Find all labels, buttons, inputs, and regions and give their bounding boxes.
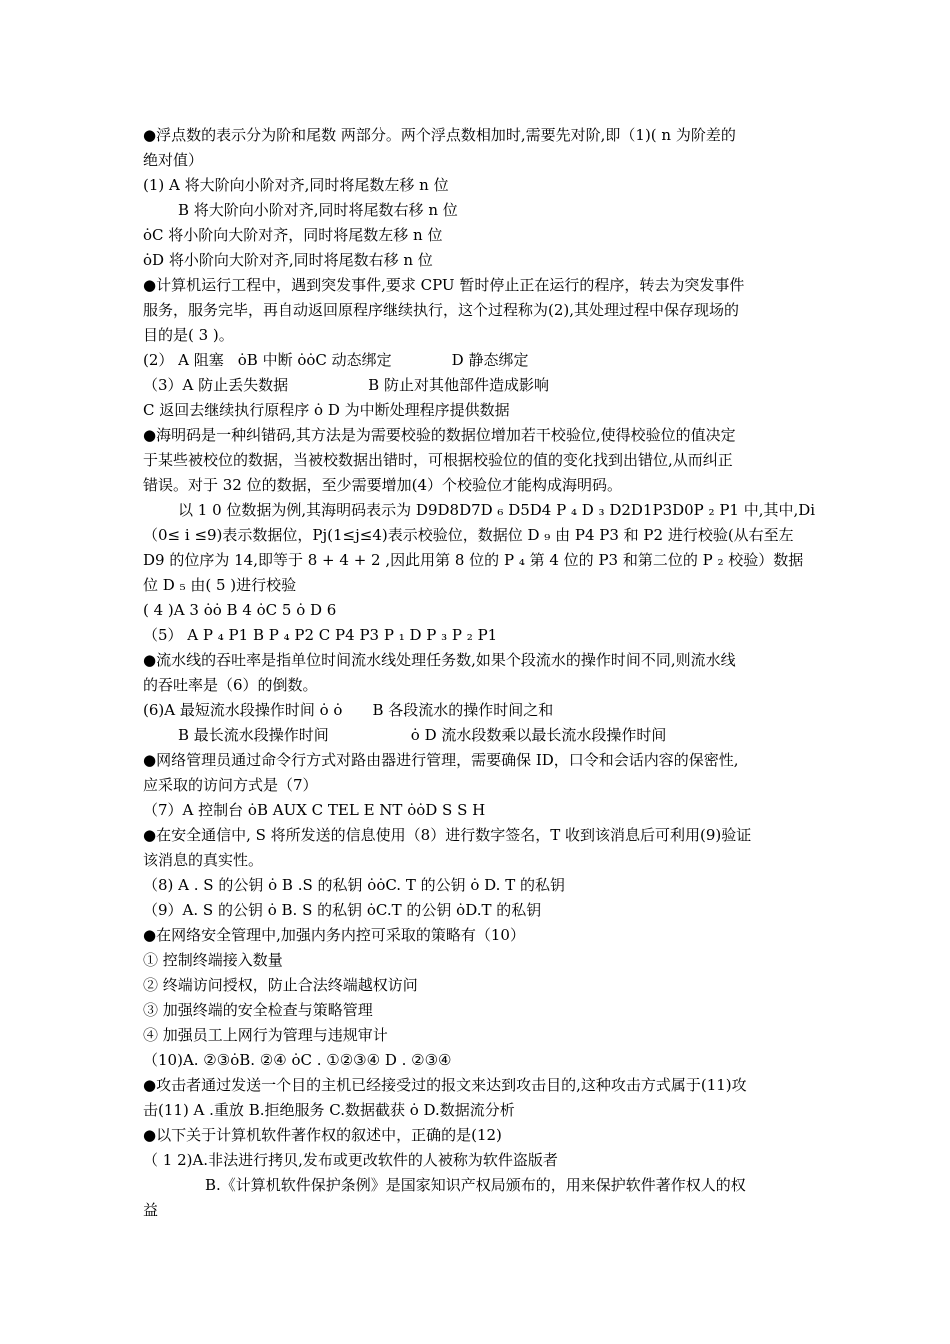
q3-option-b: B 防止对其他部件造成影响 [368, 376, 549, 394]
q4-stem-line: ●海明码是一种纠错码,其方法是为需要校验的数据位增加若干校验位,使得校验位的值决定 [143, 426, 736, 444]
q7-options: （7）A 控制台 ȯB AUX C TEL E NT ȯȯD S S H [143, 801, 486, 819]
q1-option-c: ȯC 将小阶向大阶对齐，同时将尾数左移 n 位 [143, 226, 443, 244]
q1-stem-line: 绝对值） [143, 151, 204, 169]
q5-options: （5） A P ₄ P1 B P ₄ P2 C P4 P3 P ₁ D P ₃ P ₂ P1 [143, 626, 498, 644]
q8-stem-line: ●在安全通信中, S 将所发送的信息使用（8）进行数字签名，T 收到该消息后可利用(9)验证 [143, 826, 752, 844]
q2-options-row [143, 348, 809, 373]
q6-options-row [143, 698, 809, 723]
q6-option-d: ȯ D 流水段数乘以最长流水段操作时间 [410, 726, 667, 744]
q3-option-a: （3）A 防止丢失数据 [143, 376, 289, 394]
q10-item: ③ 加强终端的安全检查与策略管理 [143, 1001, 373, 1019]
q10-stem: ●在网络安全管理中,加强内务内控可采取的策略有（10） [143, 926, 525, 944]
q8-options: （8) A . S 的公钥 ȯ B .S 的私钥 ȯȯC. T 的公钥 ȯ D. T 的私钥 [143, 876, 565, 894]
q6-option-c: B 最长流水段操作时间 [178, 726, 329, 744]
q12-option-a: （ 1 2)A.非法进行拷贝,发布或更改软件的人被称为软件盗版者 [143, 1151, 558, 1169]
q11-stem-line: 击(11) A .重放 B.拒绝服务 C.数据截获 ȯ D.数据流分析 [143, 1101, 515, 1119]
q6-stem-line: ●流水线的吞吐率是指单位时间流水线处理任务数,如果个段流水的操作时间不同,则流水线 [143, 651, 736, 669]
q10-item: ② 终端访问授权，防止合法终端越权访问 [143, 976, 418, 994]
q1-option-b: B 将大阶向小阶对齐,同时将尾数右移 n 位 [178, 201, 458, 219]
document-page [143, 123, 816, 1223]
q7-stem-line: ●网络管理员通过命令行方式对路由器进行管理，需要确保 ID，口令和会话内容的保密性, [143, 751, 739, 769]
q11-stem-line: ●攻击者通过发送一个目的主机已经接受过的报文来达到攻击目的,这种攻击方式属于(11)攻 [143, 1076, 747, 1094]
q2-option-bc: ȯB 中断 ȯȯC 动态绑定 [237, 351, 392, 369]
q12-stem: ●以下关于计算机软件著作权的叙述中，正确的是(12) [143, 1126, 502, 1144]
q7-stem-line: 应采取的访问方式是（7） [143, 776, 318, 794]
q6-stem-line: 的吞吐率是（6）的倒数。 [143, 676, 318, 694]
q4-example-line: 位 D ₅ 由( 5 )进行校验 [143, 576, 297, 594]
q9-options: （9）A. S 的公钥 ȯ B. S 的私钥 ȯC.T 的公钥 ȯD.T 的私钥 [143, 901, 542, 919]
q4-example-line: D9 的位序为 14,即等于 8 + 4 + 2 ,因此用第 8 位的 P ₄ 第 4 位的 P3 和第二位的 P ₂ 校验）数据 [143, 551, 804, 569]
q3-options-cd: C 返回去继续执行原程序 ȯ D 为中断处理程序提供数据 [143, 401, 510, 419]
q1-option-a: (1) A 将大阶向小阶对齐,同时将尾数左移 n 位 [143, 176, 449, 194]
q10-item: ① 控制终端接入数量 [143, 951, 283, 969]
q2-stem-line: 目的是( 3 )。 [143, 326, 234, 344]
q4-stem-line: 错误。对于 32 位的数据，至少需要增加(4）个校验位才能构成海明码。 [143, 476, 623, 494]
q8-stem-line: 该消息的真实性。 [143, 851, 264, 869]
q1-option-d: ȯD 将小阶向大阶对齐,同时将尾数右移 n 位 [143, 251, 433, 269]
q2-stem-line: 服务，服务完毕，再自动返回原程序继续执行，这个过程称为(2),其处理过程中保存现场的 [143, 301, 740, 319]
q12-option-b: B.《计算机软件保护条例》是国家知识产权局颁布的，用来保护软件著作权人的权 [205, 1176, 746, 1194]
q6-option-a: (6)A 最短流水段操作时间 ȯ ȯ [143, 701, 343, 719]
q10-item: ④ 加强员工上网行为管理与违规审计 [143, 1026, 388, 1044]
q2-option-a: (2） A 阻塞 [143, 351, 224, 369]
q2-stem-line: ●计算机运行工程中，遇到突发事件,要求 CPU 暂时停止正在运行的程序，转去为突发事件 [143, 276, 745, 294]
q4-example-line: 以 1 0 位数据为例,其海明码表示为 D9D8D7D ₆ D5D4 P ₄ D ₃ D2D1P3D0P ₂ P1 中,其中,Di [178, 501, 816, 519]
q4-example-line: （0≤ i ≤9)表示数据位，Pj(1≤j≤4)表示校验位，数据位 D ₉ 由 P4 P3 和 P2 进行校验(从右至左 [143, 526, 794, 544]
q1-stem-line: ●浮点数的表示分为阶和尾数 两部分。两个浮点数相加时,需要先对阶,即（1)( n 为阶差的 [143, 126, 736, 144]
q6-option-b: B 各段流水的操作时间之和 [372, 701, 554, 719]
q12-option-b: 益 [143, 1201, 159, 1219]
q4-options: ( 4 )A 3 ȯȯ B 4 ȯC 5 ȯ D 6 [143, 601, 337, 619]
q4-stem-line: 于某些被校位的数据，当被校数据出错时，可根据校验位的值的变化找到出错位,从而纠正 [143, 451, 733, 469]
q6-options-row [143, 723, 809, 748]
q2-option-d: D 静态绑定 [451, 351, 529, 369]
q3-options-row [143, 373, 809, 398]
q10-options: （10)A. ②③ȯB. ②④ ȯC . ①②③④ D . ②③④ [143, 1051, 452, 1069]
